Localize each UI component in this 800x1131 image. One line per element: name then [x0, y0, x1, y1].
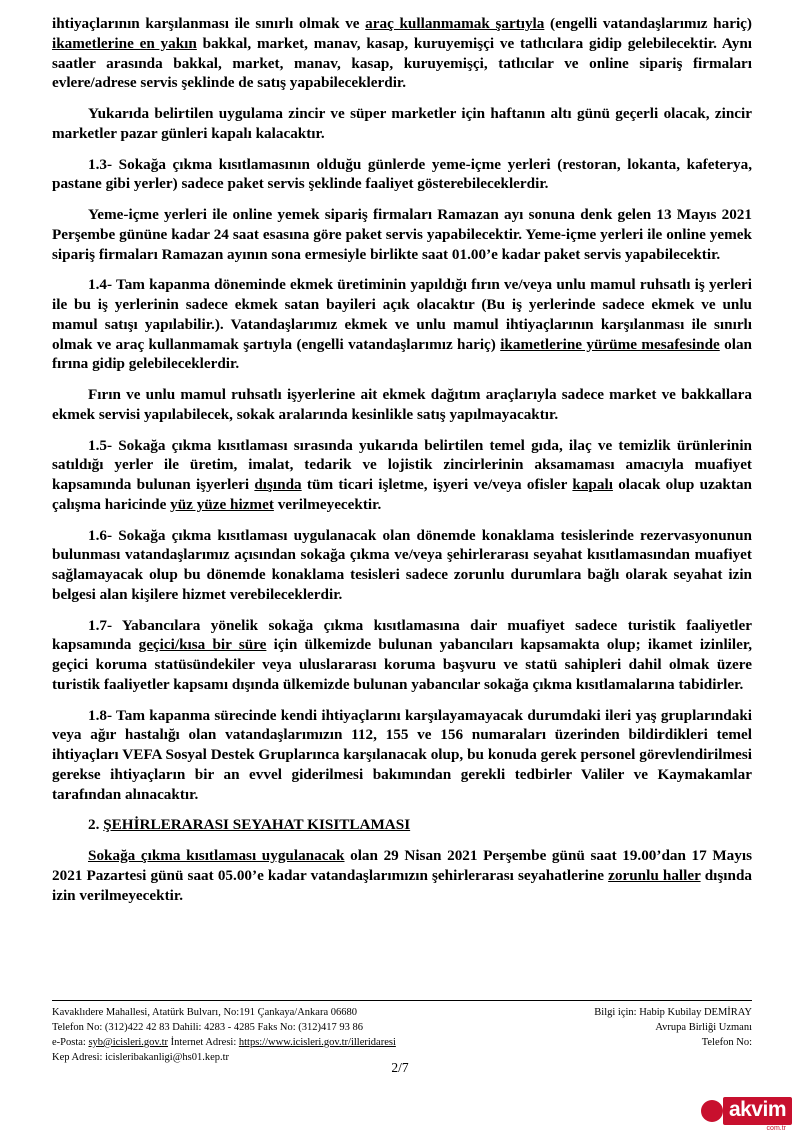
- section-title: ŞEHİRLERARASI SEYAHAT KISITLAMASI: [103, 816, 411, 834]
- text-run: Yukarıda belirtilen uygulama zincir ve süper marketler için haftanın altı günü geçerli olacak, zincir marketler pazar günleri kapalı kalacaktır.: [52, 105, 752, 142]
- footer-phone: Telefon No: (312)422 42 83 Dahili: 4283 - 4285 Faks No: (312)417 93 86: [52, 1021, 364, 1033]
- underlined-text-run: ikametlerine yürüme mesafesinde: [500, 335, 720, 353]
- paragraph: [52, 616, 752, 695]
- watermark-sublabel: com.tr: [766, 1125, 786, 1131]
- underlined-text-run: yüz yüze hizmet: [170, 495, 274, 513]
- footer-divider: [52, 1000, 752, 1001]
- page-number: 2/7: [391, 1060, 409, 1075]
- text-run: 1.3- Sokağa çıkma kısıtlamasının olduğu günlerde yeme-içme yerleri (restoran, lokanta, kafeterya, pastane gibi yerler) sadece paket servis şeklinde faaliyet gösterebileceklerdir.: [52, 155, 752, 193]
- underlined-text-run: kapalı: [572, 476, 613, 493]
- watermark-text: [723, 1097, 792, 1131]
- underlined-text-run: geçici/kısa bir süre: [138, 636, 267, 654]
- text-run: 1.7- Yabancılara yönelik sokağa çıkma kısıtlamasına dair muafiyet sadece turistik faaliyetler kapsamında: [52, 616, 752, 654]
- paragraph: [52, 706, 752, 805]
- footer-info-label: Bilgi için: Habip Kubilay DEMİRAY: [594, 1007, 752, 1018]
- footer-email-label: e-Posta:: [52, 1036, 89, 1048]
- watermark-label: akvim: [728, 1098, 786, 1121]
- paragraph: [52, 436, 752, 515]
- text-run: Fırın ve unlu mamul ruhsatlı işyerlerine ait ekmek dağıtım araçlarıyla sadece market ve bakkallara ekmek servisi yapılabilecek, sokak aralarında kesinlikle satış yapılmayacaktır.: [52, 386, 752, 423]
- footer-email-value[interactable]: syb@icisleri.gov.tr: [88, 1036, 169, 1048]
- footer-kep: Kep Adresi: icisleribakanligi@hs01.kep.tr: [52, 1051, 230, 1063]
- footer-internet-label: İnternet Adresi:: [168, 1036, 239, 1048]
- paragraph: [52, 385, 752, 425]
- underlined-text-run: araç kullanmamak şartıyla: [365, 15, 545, 32]
- footer-info-title: Avrupa Birliği Uzmanı: [655, 1021, 752, 1033]
- paragraph: [52, 526, 752, 605]
- footer-address: Kavaklıdere Mahallesi, Atatürk Bulvarı, No:191 Çankaya/Ankara 06680: [52, 1007, 358, 1018]
- text-run: 1.6- Sokağa çıkma kısıtlaması uygulanacak olan dönemde konaklama tesislerinde rezervasyonunun bulunması vatandaşlarımız açısından sokağa çıkma ve/veya şehirlerarası seyahat kısıtlamasından muafiyet sağlamayacak olup bu dönemde konaklama tesisleri sadece zorunlu durumlara bağlı olarak seyahat izin belgesi alan kişilere hizmet verebileceklerdir.: [52, 526, 752, 603]
- footer-internet-value[interactable]: https://www.icisleri.gov.tr/illeridaresi: [238, 1036, 396, 1048]
- footer-info-phone: Telefon No:: [701, 1036, 752, 1048]
- underlined-text-run: Sokağa çıkma kısıtlaması uygulanacak: [88, 847, 345, 864]
- section-number: 2.: [88, 816, 100, 834]
- paragraph-list-after-heading: [52, 846, 752, 905]
- footer-info-block: [594, 1006, 752, 1051]
- text-run: Yeme-içme yerleri ile online yemek sipariş firmaları Ramazan ayı sonuna denk gelen 13 Mayıs 2021 Perşembe gününe kadar 24 saat esasına göre paket servis yapabilecektir. Yeme-içme yerleri ile online yemek sipariş firmaları Ramazan ayının sona ermesiyle birlikte saat 01.00’e kadar paket servis yapabilecektir.: [52, 206, 752, 263]
- text-run: olacak olup uzaktan çalışma haricinde: [52, 476, 752, 513]
- text-run: verilmeyecektir.: [273, 495, 382, 513]
- paragraph: [52, 275, 752, 374]
- text-run: 1.4- Tam kapanma döneminde ekmek üretiminin yapıldığı fırın ve/veya unlu mamul ruhsatlı iş yerleri ile bu iş yerlerinin sadece ekmek satan bayileri açık olacaktır (Bu iş yerlerinde sadece ekmek ve unlu mamul satışı yapılabilir.). Vatandaşlarımız ekmek ve unlu mamul ihtiyaçlarının karşılanması ile sınırlı olmak ve araç kullanmamak şartıyla (engelli vatandaşlarımız hariç): [52, 276, 752, 353]
- paragraph: [52, 155, 752, 195]
- text-run: (engelli vatandaşlarımız hariç): [544, 15, 752, 32]
- text-run: ihtiyaçlarının karşılanması ile sınırlı olmak ve: [52, 15, 366, 32]
- text-run: için ülkemizde bulunan yabancıları kapsamakta olup; ikamet izinliler, geçici koruma statüsündekiler veya uluslararası koruma başvuru ve statü sahipleri dahil olmak üzere turistik faaliyetler kapsamı dışında ülkemizde bulunan yabancılar sokağa çıkma kısıtlamalarına tabidirler.: [52, 636, 752, 693]
- paragraph: [52, 846, 752, 905]
- underlined-text-run: dışında: [254, 476, 302, 493]
- page-footer: [52, 1006, 752, 1066]
- watermark-circle-icon: [701, 1100, 723, 1122]
- text-run: dışında izin verilmeyecektir.: [52, 866, 752, 904]
- section-heading: [52, 815, 752, 835]
- watermark-logo: [701, 1097, 792, 1131]
- paragraph: [52, 104, 752, 144]
- text-run: olan fırına gidip gelebileceklerdir.: [52, 335, 752, 373]
- paragraph: [52, 205, 752, 264]
- footer-contact-block: [52, 1006, 396, 1066]
- paragraph-list: [52, 14, 752, 804]
- text-run: bakkal, market, manav, kasap, kuruyemişçi ve tatlıcılara gidip gelebilecektir. Aynı saatler arasında bakkal, market, manav, kasap, kuruyemişçi, tatlıcılar ve online sipariş firmaları evlere/adrese servis şeklinde de satış yapabileceklerdir.: [52, 34, 752, 92]
- underlined-text-run: zorunlu haller: [608, 866, 701, 884]
- underlined-text-run: ikametlerine en yakın: [52, 34, 197, 52]
- document-body: [52, 14, 752, 916]
- text-run: tüm ticari işletme, işyeri ve/veya ofisler: [301, 476, 573, 493]
- text-run: 1.5- Sokağa çıkma kısıtlaması sırasında yukarıda belirtilen temel gıda, ilaç ve temizlik ürünlerinin satıldığı yerler ile üretim, imalat, tedarik ve lojistik zincirlerinin aksamaması amacıyla muafiyet kapsamında bulunan işyerleri: [52, 436, 752, 493]
- footer-email-line: [52, 1036, 396, 1051]
- text-run: 1.8- Tam kapanma sürecinde kendi ihtiyaçlarını karşılayamayacak durumdaki ileri yaş gruplarındaki veya ağır hastalığı olan vatandaşlarımızın 112, 155 ve 156 numaraları üzerinden bildirdikleri temel ihtiyaçları VEFA Sosyal Destek Gruplarınca karşılanacak olup, bu konuda gerek personel görevlendirilmesi gerekse ihtiyaçların bir an evvel giderilmesi bakımından gerekli tedbirler Valiler ve Kaymakamlar tarafından alınacaktır.: [52, 706, 752, 803]
- paragraph: [52, 14, 752, 93]
- text-run: olan 29 Nisan 2021 Perşembe günü saat 19.00’dan 17 Mayıs 2021 Pazartesi günü saat 05.00’e kadar vatandaşlarımızın şehirlerarası seyahatlerine: [52, 847, 752, 884]
